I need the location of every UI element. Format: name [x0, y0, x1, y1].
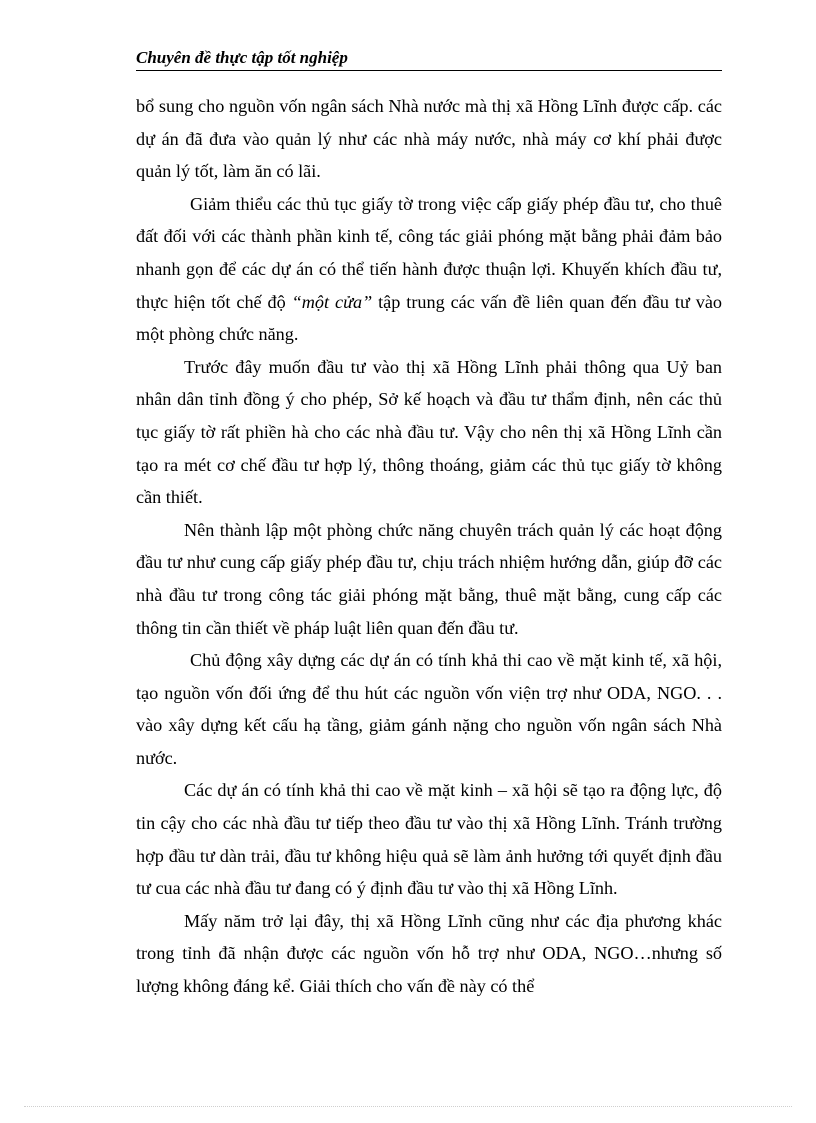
- paragraph-4: Nên thành lập một phòng chức năng chuyên trách quản lý các hoạt động đầu tư như cung cấp giấy phép đầu tư, chịu trách nhiệm hướng dẫn, giúp đỡ các nhà đầu tư trong công tác giải phóng mặt bằng, thuê mặt bằng, cung cấp các thông tin cần thiết về pháp luật liên quan đến đầu tư.: [136, 519, 722, 638]
- paragraph-2: [136, 188, 722, 351]
- paragraph-2-before: Giảm thiểu các thủ tục giấy tờ trong việc cấp giấy phép đầu tư, cho thuê đất đối với các thành phần kinh tế, công tác giải phóng mặt bằng phải đảm bảo nhanh gọn để các dự án có thể tiến hành được thuận lợi. Khuyến khích đầu tư, thực hiện tốt chế độ: [136, 193, 722, 312]
- page-header: [136, 48, 722, 71]
- page-bottom-divider: [24, 1106, 792, 1107]
- paragraph-6: Các dự án có tính khả thi cao về mặt kinh – xã hội sẽ tạo ra động lực, độ tin cậy cho các nhà đầu tư tiếp theo đầu tư vào thị xã Hồng Lĩnh. Tránh trường hợp đầu tư dàn trải, đầu tư không hiệu quả sẽ làm ảnh hưởng tới quyết định đầu tư cua các nhà đầu tư đang có ý định đầu tư vào thị xã Hồng Lĩnh.: [136, 780, 722, 899]
- paragraph-5: Chủ động xây dựng các dự án có tính khả thi cao về mặt kinh tế, xã hội, tạo nguồn vốn đối ứng để thu hút các nguồn vốn viện trợ như ODA, NGO. . . vào xây dựng kết cấu hạ tầng, giảm gánh nặng cho nguồn vốn ngân sách Nhà nước.: [136, 650, 722, 768]
- page-header-title: Chuyên đề thực tập tốt nghiệp: [136, 48, 348, 67]
- paragraph-3: Trước đây muốn đầu tư vào thị xã Hồng Lĩnh phải thông qua Uỷ ban nhân dân tỉnh đồng ý cho phép, Sở kế hoạch và đầu tư thẩm định, nên các thủ tục giấy tờ rất phiền hà cho các nhà đầu tư. Vậy cho nên thị xã Hồng Lĩnh cần tạo ra mét cơ chế đầu tư hợp lý, thông thoáng, giảm các thủ tục giấy tờ không cần thiết.: [136, 356, 722, 508]
- paragraph-2-emphasis: “một cửa”: [291, 291, 373, 312]
- paragraph-1: bổ sung cho nguồn vốn ngân sách Nhà nước mà thị xã Hồng Lĩnh được cấp. các dự án đã đưa vào quản lý như các nhà máy nước, nhà máy cơ khí phải được quản lý tốt, làm ăn có lãi.: [136, 96, 722, 182]
- paragraph-7: Mấy năm trở lại đây, thị xã Hồng Lĩnh cũng như các địa phương khác trong tỉnh đã nhận được các nguồn vốn hỗ trợ như ODA, NGO…nhưng số lượng không đáng kể. Giải thích cho vấn đề này có thể: [136, 910, 722, 997]
- paragraph-2-after: tập trung các vấn đề liên quan đến đầu tư vào một phòng chức năng.: [136, 291, 722, 345]
- document-body: [136, 90, 722, 1003]
